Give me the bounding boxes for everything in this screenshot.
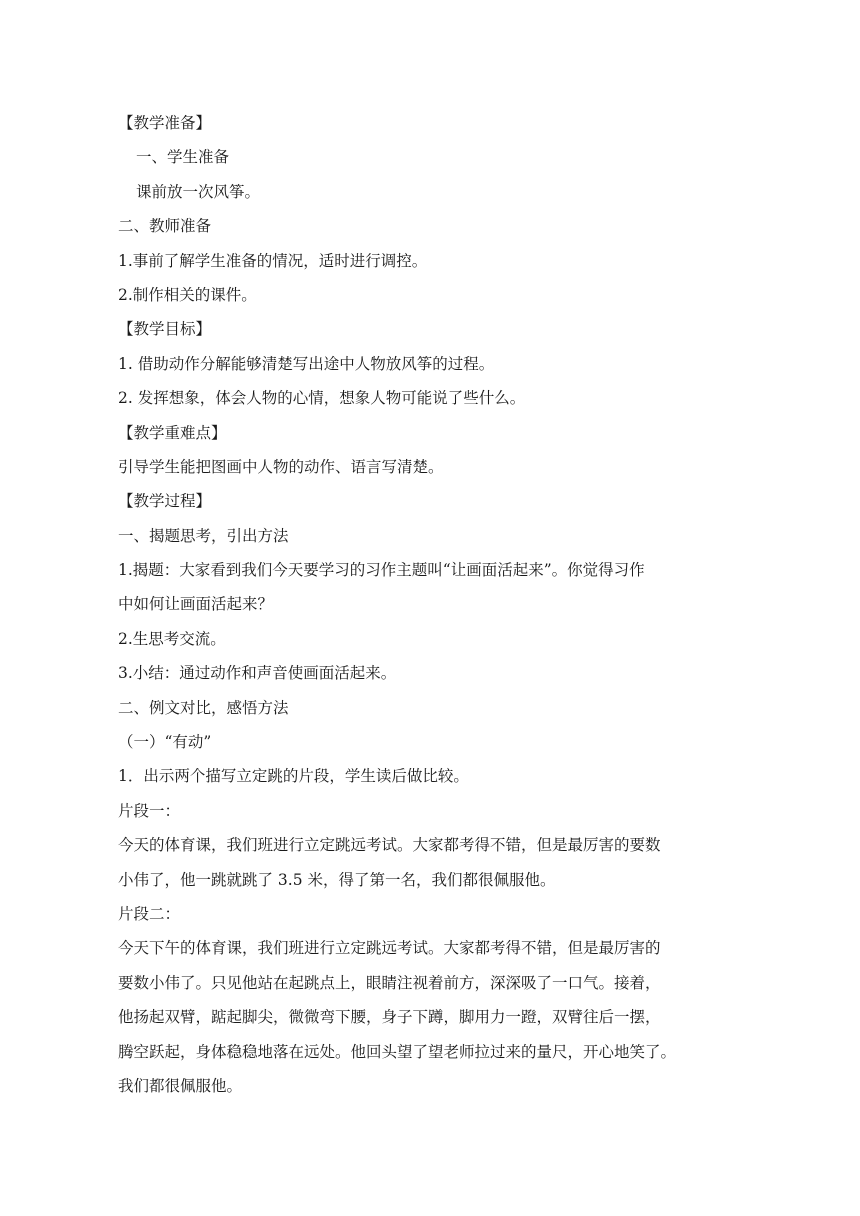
text-line: 2.制作相关的课件。 [118,285,257,304]
text-line: 要数小伟了。只见他站在起跳点上，眼睛注视着前方，深深吸了一口气。接着， [118,973,661,992]
heading-teaching-goals: 【教学目标】 [118,320,212,339]
text-line: 今天下午的体育课，我们班进行立定跳远考试。大家都考得不错，但是最厉害的 [118,939,661,958]
heading-teaching-process: 【教学过程】 [118,492,212,511]
text-line: 1.事前了解学生准备的情况，适时进行调控。 [118,251,428,270]
text-line: 引导学生能把图画中人物的动作、语言写清楚。 [118,457,444,476]
text-line: 1．出示两个描写立定跳的片段，学生读后做比较。 [118,767,469,786]
text-line: 小伟了，他一跳就跳了 3.5 米，得了第一名，我们都很佩服他。 [118,870,556,889]
label-excerpt-two: 片段二： [118,904,181,923]
text-line: 2. 发挥想象，体会人物的心情，想象人物可能说了些什么。 [118,389,526,408]
text-line: 1. 借助动作分解能够清楚写出途中人物放风筝的过程。 [118,354,495,373]
subheading-part-one: 一、揭题思考，引出方法 [118,526,289,545]
text-line: 中如何让画面活起来？ [118,595,274,614]
label-excerpt-one: 片段一： [118,801,181,820]
text-line: 2.生思考交流。 [118,629,226,648]
subheading-part-two: 二、例文对比，感悟方法 [118,698,289,717]
text-line: 今天的体育课，我们班进行立定跳远考试。大家都考得不错，但是最厉害的要数 [118,836,661,855]
text-line: 他扬起双臂，踮起脚尖，微微弯下腰，身子下蹲，脚用力一蹬，双臂往后一摆， [118,1008,661,1027]
text-line: 1.揭题：大家看到我们今天要学习的习作主题叫“让画面活起来”。你觉得习作 [118,561,645,580]
document-body [118,106,740,1103]
subheading-student-preparation: 一、学生准备 [136,148,230,167]
text-line: 3.小结：通过动作和声音使画面活起来。 [118,664,397,683]
subheading-teacher-preparation: 二、教师准备 [118,217,212,236]
text-line: 我们都很佩服他。 [118,1076,243,1095]
text-line: 腾空跃起，身体稳稳地落在远处。他回头望了望老师拉过来的量尺，开心地笑了。 [118,1042,677,1061]
heading-teaching-preparation: 【教学准备】 [118,114,212,132]
subheading-section-one: （一）“有动” [118,733,212,752]
text-line: 课前放一次风筝。 [136,182,261,201]
heading-key-difficulties: 【教学重难点】 [118,423,227,442]
